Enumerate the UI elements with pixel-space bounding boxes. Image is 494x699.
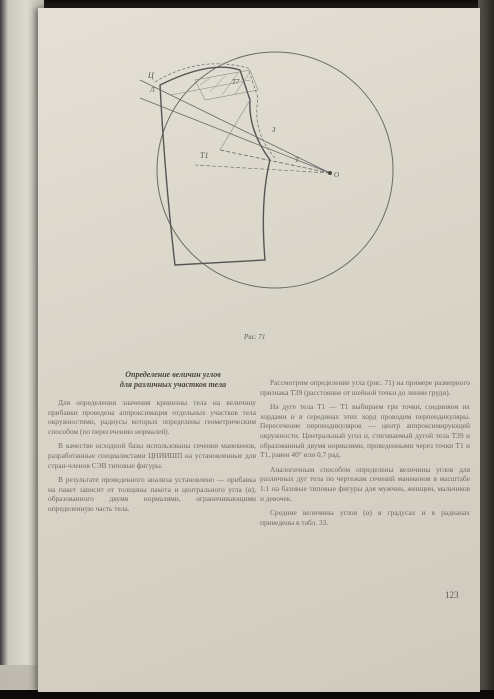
right-paragraph: Средние величины углов (α) в градусах и в радианах приведены в табл. 33. [260, 508, 470, 527]
left-paragraph: Для определения значения кривизны тела на величину прибавки проведена аппроксимация отдельных участков тела окружностями, радиусы которых определены геометрическим способом (по пересечению нормалей). [48, 398, 256, 436]
section-heading-line-1: Определение величин углов [125, 370, 221, 379]
normal-line-2 [140, 98, 330, 173]
label-ts: Ц [148, 71, 154, 80]
right-column [260, 378, 470, 532]
label-t7: Т7 [232, 78, 240, 86]
section-heading-line-2: для различных участков тела [119, 380, 227, 389]
right-paragraph: На дуге тела Т1 — Т1 выбираем три точки, соединяем их хордами и в серединах этих хорд проводим перпендикуляры. Пересечение перпендикуляров — центр аппроксимирующей окружности. Центральный угол α, стягиваемый дугой тела Т39 и образованный двумя нормалями, проведенными через точки Т1 и Т1, равен 40° или 0,7 рад. [260, 402, 470, 460]
left-paragraph: В качестве исходной базы использованы сечения манекенов, разработанные специалистами ЦНИИШП на установленные для стран-членов СЭВ типовые фигуры. [48, 441, 256, 470]
hatch-2 [210, 76, 225, 92]
figure-71-drawing [100, 40, 440, 340]
figure-caption: Рис. 71 [244, 333, 266, 341]
right-paragraph: Аналогичным способом определены величины углов для различных дуг тела по чертежам сечений манекенов в масштабе 1:1 на базовые типовые фигуры для мужчин, женщин, мальчиков и девочек. [260, 464, 470, 503]
left-paragraph: В результате проведенного анализа установлено — прибавка на пакет зависит от толщины пакета и центрального угла (α), образованного двумя нормалями, ограничивающими определенную часть тела. [48, 475, 256, 513]
label-l: Л [150, 86, 155, 94]
page-number: 123 [445, 590, 459, 600]
chord-line-2 [220, 100, 250, 150]
section-heading [88, 370, 258, 390]
label-z: З [272, 126, 276, 134]
circle-center-point [328, 171, 332, 175]
label-t1: Т1 [200, 151, 209, 160]
label-t: Т [295, 156, 299, 164]
scan-background-right [478, 0, 494, 699]
label-o: О [334, 171, 340, 179]
left-column [48, 398, 256, 519]
right-paragraph: Рассмотрим определение угла (рис. 71) на примере размерного признака Т39 (расстояние от шейной точки до линии груди). [260, 378, 470, 397]
